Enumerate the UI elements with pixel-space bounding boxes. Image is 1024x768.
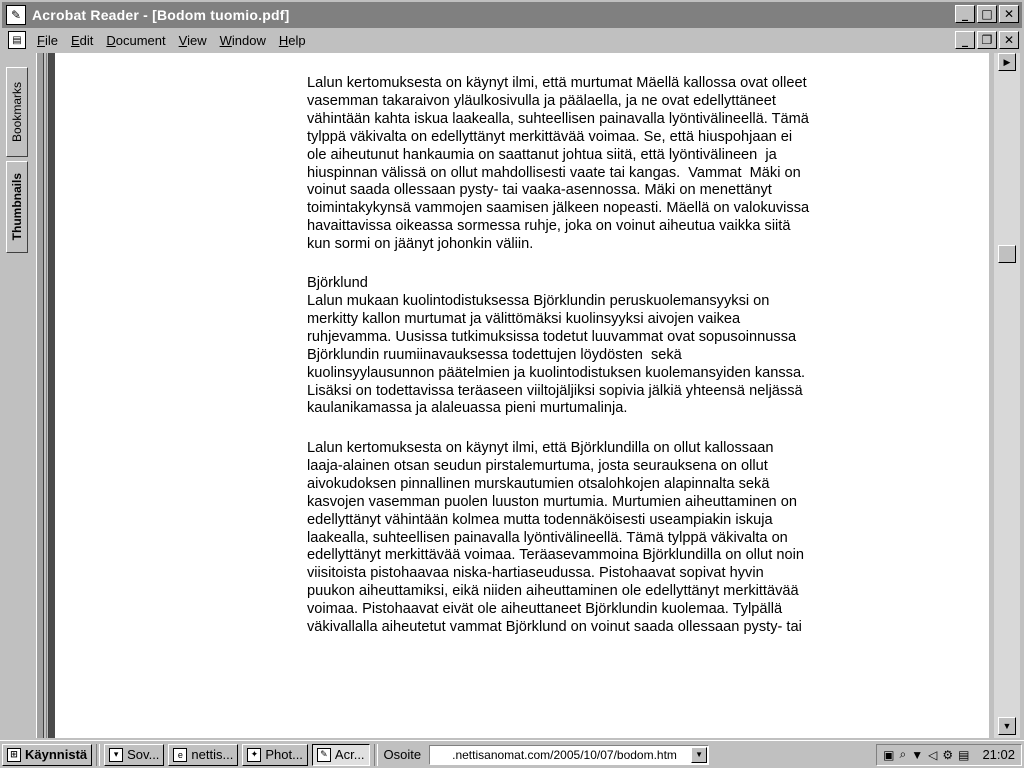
address-value: .nettisanomat.com/2005/10/07/bodom.htm — [452, 747, 677, 762]
menu-edit[interactable]: Edit — [70, 32, 94, 48]
address-dropdown-icon[interactable]: ▼ — [691, 747, 707, 763]
menu-file[interactable]: File — [37, 32, 58, 48]
tab-thumbnails-label: Thumbnails — [10, 173, 24, 241]
task-phot[interactable] — [242, 744, 308, 766]
task-label: Phot... — [265, 747, 303, 762]
scroll-up-arrow-icon[interactable]: ▶ — [998, 53, 1016, 71]
task-acrobat[interactable] — [312, 744, 370, 766]
task-label: Acr... — [334, 747, 365, 762]
taskbar — [0, 740, 1024, 768]
document-minimize-button[interactable]: _ — [955, 31, 975, 49]
start-button-label: Käynnistä — [25, 747, 88, 762]
menu-document[interactable]: Document — [106, 32, 166, 48]
pane-splitter[interactable] — [36, 53, 44, 738]
search-icon[interactable]: ⌕ — [899, 747, 907, 761]
settings-icon[interactable]: ⚙ — [942, 747, 954, 762]
section-heading-bjorklund: Björklund — [307, 275, 368, 291]
close-button[interactable]: ✕ — [999, 5, 1019, 23]
system-tray — [876, 744, 1022, 766]
windows-logo-icon: ⊞ — [7, 748, 21, 762]
tab-bookmarks-label: Bookmarks — [10, 81, 24, 143]
start-button[interactable] — [2, 744, 92, 766]
menu-bar — [2, 29, 1022, 51]
menu-view[interactable]: View — [178, 32, 207, 48]
scroll-down-arrow-icon[interactable]: ▼ — [998, 717, 1016, 735]
clock: 21:02 — [982, 747, 1015, 762]
taskbar-separator — [374, 744, 378, 766]
paragraph-bjorklund-death-certificate: Lalun mukaan kuolintodistuksessa Björklundin peruskuolemansyyksi on merkitty kallon murtumat ja välittömäksi kuolinsyyksi aivojen vaikea ruhjevamma. Uusissa tutkimuksissa todetut luuvammat ovat sopusoinnussa Björklundin ruumiinavauksessa todettujen löydösten sekä kuolinsyylausunnon päätelmien ja kuolintodistuksen kuolemansyiden kanssa. Lisäksi on todettavissa teräaseen viiltojäljiksi sopivia jälkiä yhteensä neljässä kaulanikamassa ja alaleuassa pieni murtumalinja. — [307, 293, 806, 417]
program-icon: ▾ — [109, 748, 123, 762]
task-nettis[interactable] — [168, 744, 238, 766]
document-close-button[interactable]: ✕ — [999, 31, 1019, 49]
paragraph-bjorklund-injuries: Lalun kertomuksesta on käynyt ilmi, että Björklundilla on ollut kallossaan laaja-alainen otsan seudun pirstalemurtuma, josta seurauksena on ollut aivokudoksen pinnallinen murskautumien otsalohkojen alapinnalta sekä kasvojen vasemman puolen luuston murtumia. Murtumien aiheuttaminen on edellyttänyt vähintään kolmea mutta todennäköisesti useampiakin iskuja laakealla, suhteellisen painavalla lyöntivälineellä. Tämä tylppä väkivalta on edellyttänyt merkittävää voimaa. Teräasevammoina Björklundilla on ollut noin viisitoista pistohaavaa niska-hartiaseudussa. Pistohaavat sopivat hyvin puukon aiheuttamiksi, eikä niiden aiheuttaminen ole edellyttänyt merkittävää voimaa. Pistohaavat eivät ole aiheuttaneet Björklundin kuolemaa. Tylpällä väkivallalla aiheutetut vammat Björklund on voinut saada ollessaan pysty- tai — [307, 440, 804, 636]
document-restore-button[interactable]: ❐ — [977, 31, 997, 49]
tab-bookmarks[interactable] — [6, 67, 28, 157]
task-label: Sov... — [127, 747, 160, 762]
display-icon[interactable]: ▤ — [958, 747, 970, 762]
title-bar[interactable] — [2, 2, 1022, 28]
browser-icon: e — [173, 748, 187, 762]
menu-help[interactable]: Help — [278, 32, 306, 48]
shield-icon[interactable]: ▼ — [911, 747, 924, 762]
address-input[interactable] — [429, 745, 709, 765]
acrobat-task-icon: ✎ — [317, 748, 331, 762]
task-sov[interactable] — [104, 744, 164, 766]
image-editor-icon: ✦ — [247, 748, 261, 762]
network-icon[interactable]: ▣ — [883, 747, 895, 762]
scrollbar-thumb[interactable] — [998, 245, 1016, 263]
document-page[interactable] — [48, 53, 989, 738]
vertical-scrollbar[interactable] — [994, 53, 1020, 738]
navigation-pane — [0, 53, 47, 738]
maximize-button[interactable]: □ — [977, 5, 997, 23]
acrobat-app-icon[interactable]: ✎ — [6, 5, 26, 25]
tab-thumbnails[interactable] — [6, 161, 28, 253]
document-menu-icon[interactable]: ▤ — [8, 31, 26, 49]
address-label: Osoite — [383, 747, 422, 762]
minimize-button[interactable]: _ — [955, 5, 975, 23]
paragraph-maki-injuries: Lalun kertomuksesta on käynyt ilmi, että murtumat Mäellä kallossa ovat olleet vasemman takaraivon yläulkosivulla ja päälaella, ja ne ovat edellyttäneet vähintään kahta iskua laakealla, suhteellisen painavalla lyöntivälineellä. Tämä tylppä väkivalta on edellyttänyt merkittävää voimaa. Se, että hiuspohjaan ei ole aiheutunut hankaumia on saattanut johtua siitä, että lyöntivälineen ja hiuspinnan välissä on ollut mahdollisesti vaate tai kangas. Vammat Mäki on voinut saada ollessaan pysty- tai vaaka-asennossa. Mäki on menettänyt toimintakykynsä vammojen saamisen jälkeen nopeasti. Mäellä on valokuvissa havaittavissa oikeassa sormessa ruhje, joka on voinut aiheutua vaikka siitä kun sormi on jäänyt johonkin väliin. — [307, 75, 810, 253]
taskbar-separator — [96, 744, 100, 766]
window-title: Acrobat Reader - [Bodom tuomio.pdf] — [32, 7, 290, 23]
menu-window[interactable]: Window — [219, 32, 266, 48]
page-shadow-edge — [49, 53, 55, 738]
task-label: nettis... — [191, 747, 234, 762]
volume-icon[interactable]: ◁ — [928, 747, 938, 762]
